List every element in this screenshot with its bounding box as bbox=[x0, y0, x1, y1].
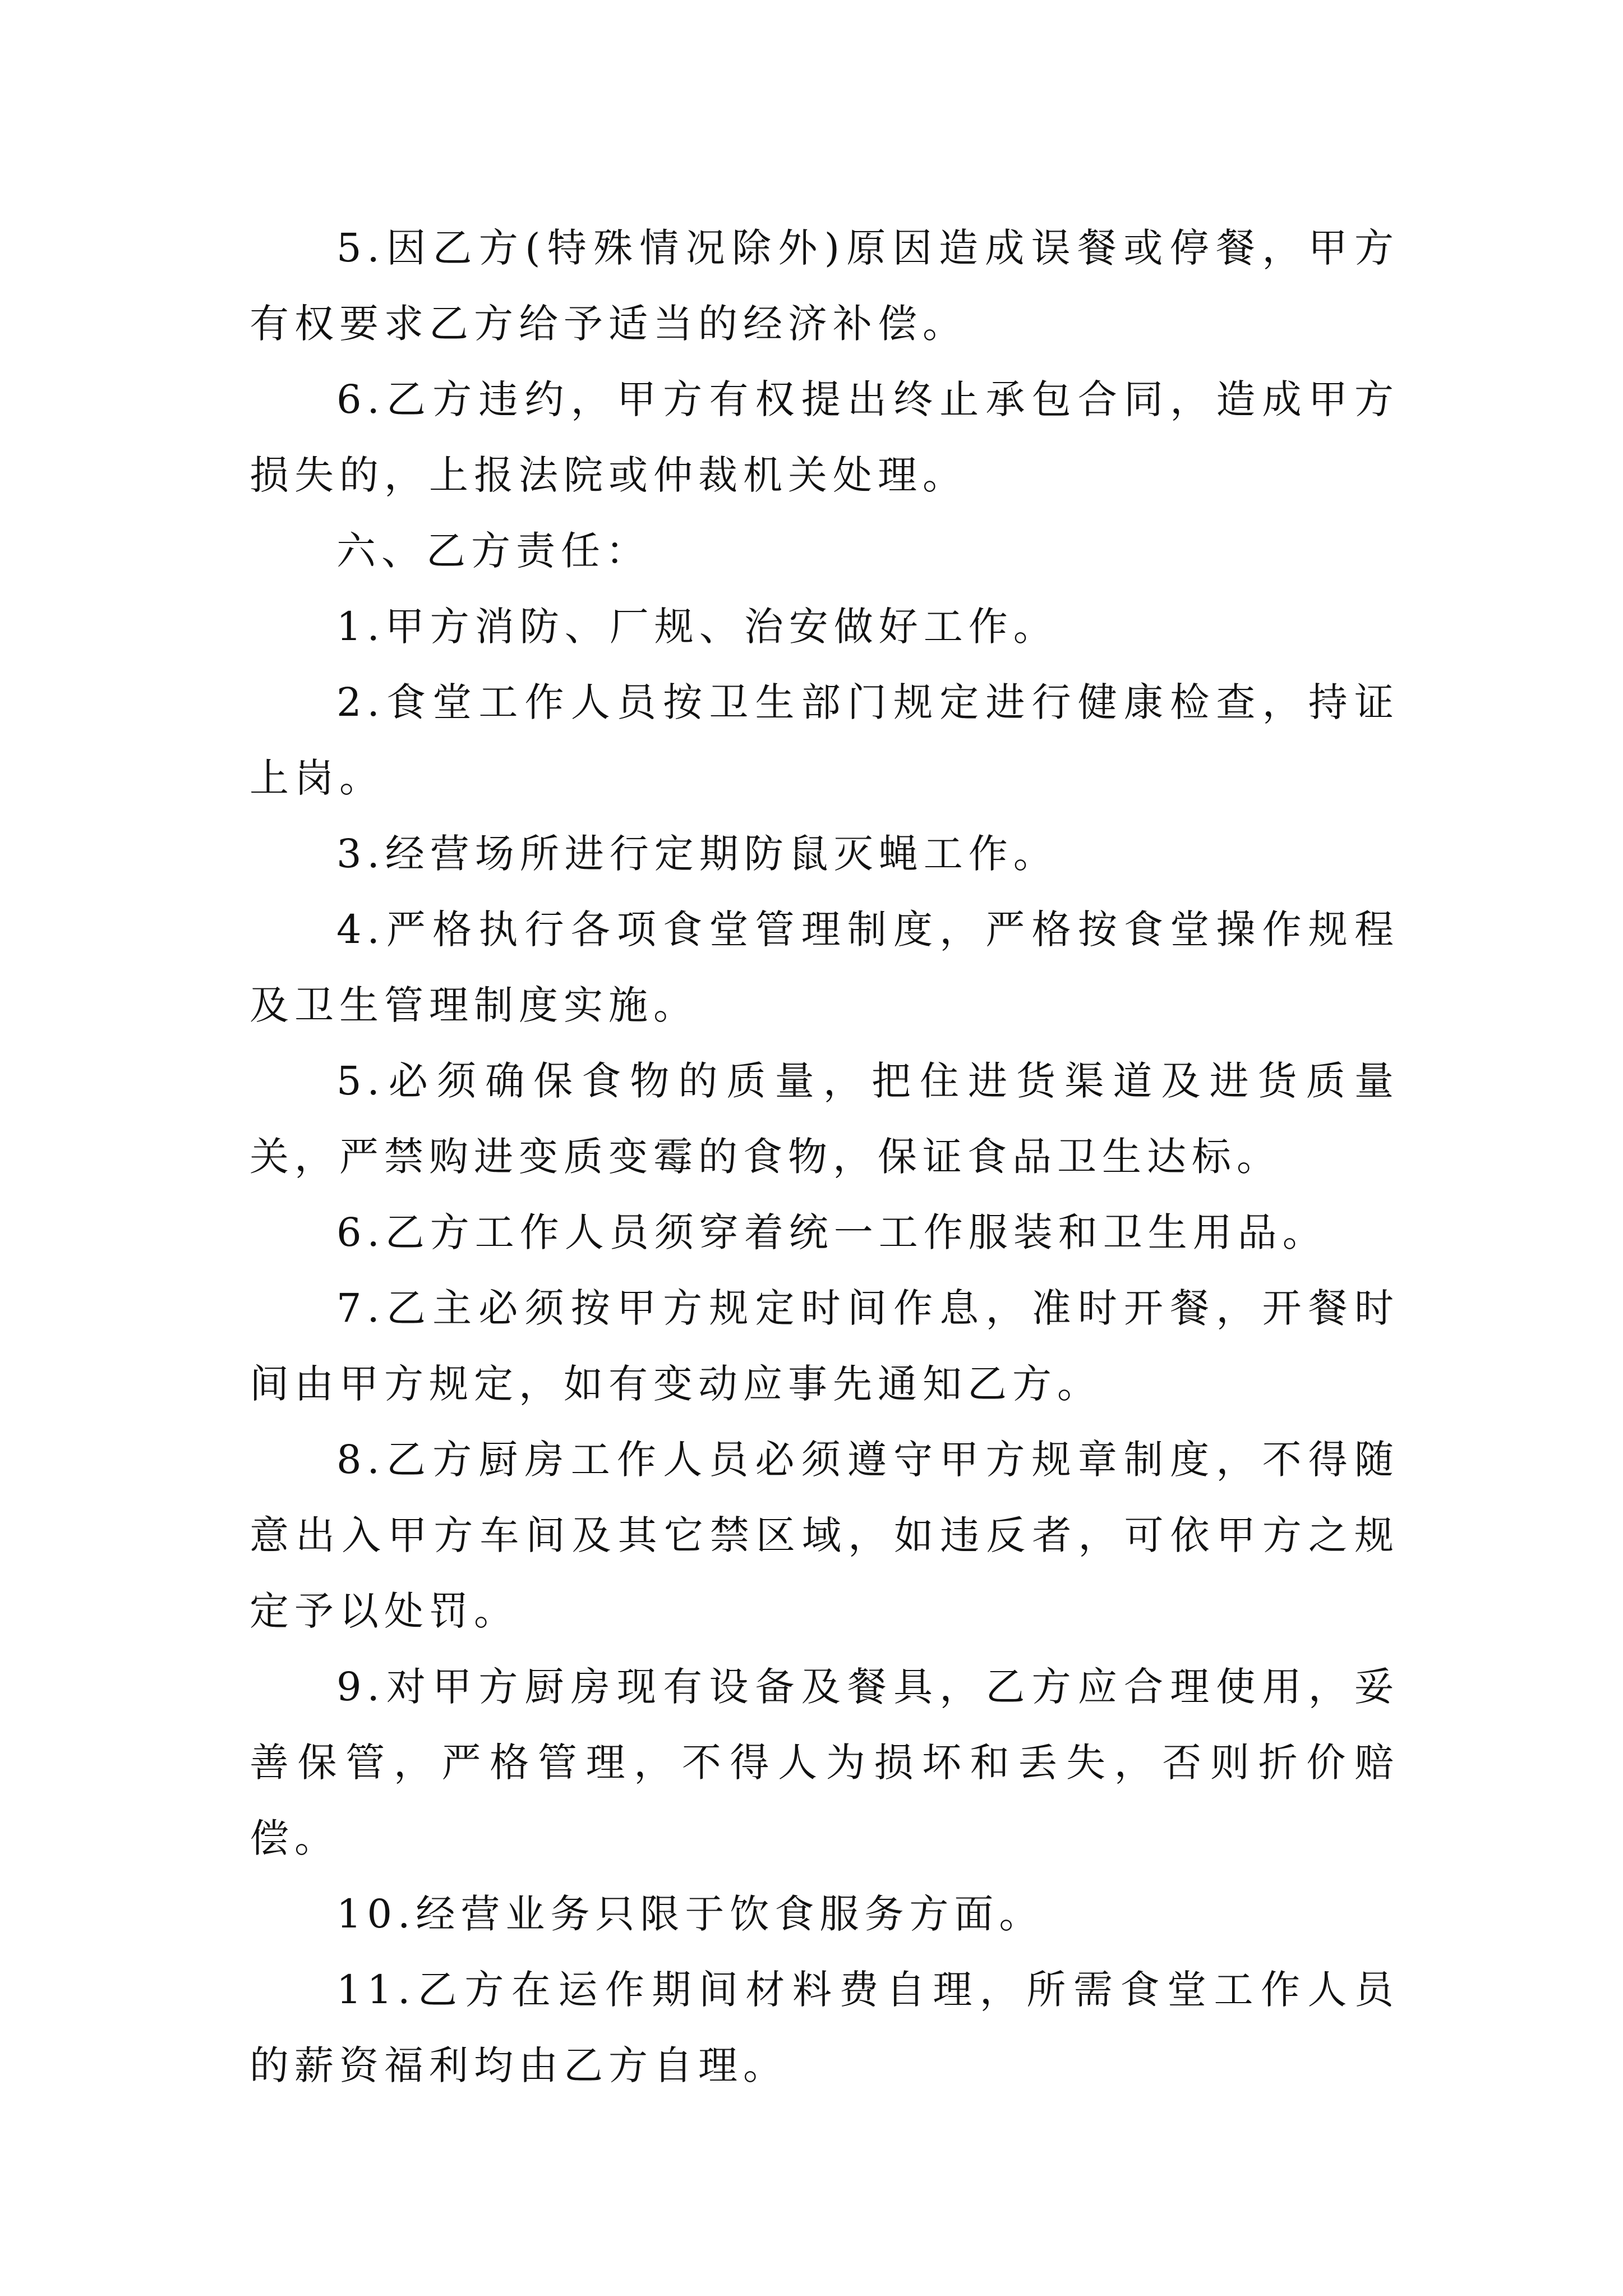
paragraph-management-rules: 4.严格执行各项食堂管理制度，严格按食堂操作规程及卫生管理制度实施。 bbox=[250, 907, 1399, 1028]
paragraph-food-quality: 5.必须确保食物的质量，把住进货渠道及进货质量关，严禁购进变质变霉的食物，保证食品卫生达标。 bbox=[250, 1058, 1399, 1180]
paragraph-costs-salaries: 11.乙方在运作期间材料费自理，所需食堂工作人员的薪资福利均由乙方自理。 bbox=[250, 1967, 1399, 2088]
paragraph-health-check: 2.食堂工作人员按卫生部门规定进行健康检查，持证上岗。 bbox=[250, 679, 1399, 801]
paragraph-equipment: 9.对甲方厨房现有设备及餐具，乙方应合理使用，妥善保管，严格管理，不得人为损坏和丢失，否则折价赔偿。 bbox=[250, 1664, 1399, 1861]
paragraph-breach: 6.乙方违约，甲方有权提出终止承包合同，造成甲方损失的，上报法院或仲裁机关处理。 bbox=[250, 376, 1399, 498]
paragraph-fire-safety: 1.甲方消防、厂规、治安做好工作。 bbox=[336, 604, 1058, 650]
paragraph-uniform: 6.乙方工作人员须穿着统一工作服装和卫生用品。 bbox=[336, 1209, 1327, 1255]
document-body bbox=[250, 210, 1399, 2104]
paragraph-compensation: 5.因乙方(特殊情况除外)原因造成误餐或停餐，甲方有权要求乙方给予适当的经济补偿。 bbox=[250, 225, 1399, 347]
paragraph-business-scope: 10.经营业务只限于饮食服务方面。 bbox=[336, 1891, 1044, 1937]
paragraph-kitchen-staff-rules: 8.乙方厨房工作人员必须遵守甲方规章制度，不得随意出入甲方车间及其它禁区域，如违反者，可依甲方之规定予以处罚。 bbox=[250, 1437, 1399, 1634]
paragraph-schedule: 7.乙主必须按甲方规定时间作息，准时开餐，开餐时间由甲方规定，如有变动应事先通知乙方。 bbox=[250, 1285, 1399, 1407]
section-heading-party-b-duties: 六、乙方责任： bbox=[336, 528, 651, 574]
paragraph-pest-control: 3.经营场所进行定期防鼠灭蝇工作。 bbox=[336, 831, 1058, 877]
